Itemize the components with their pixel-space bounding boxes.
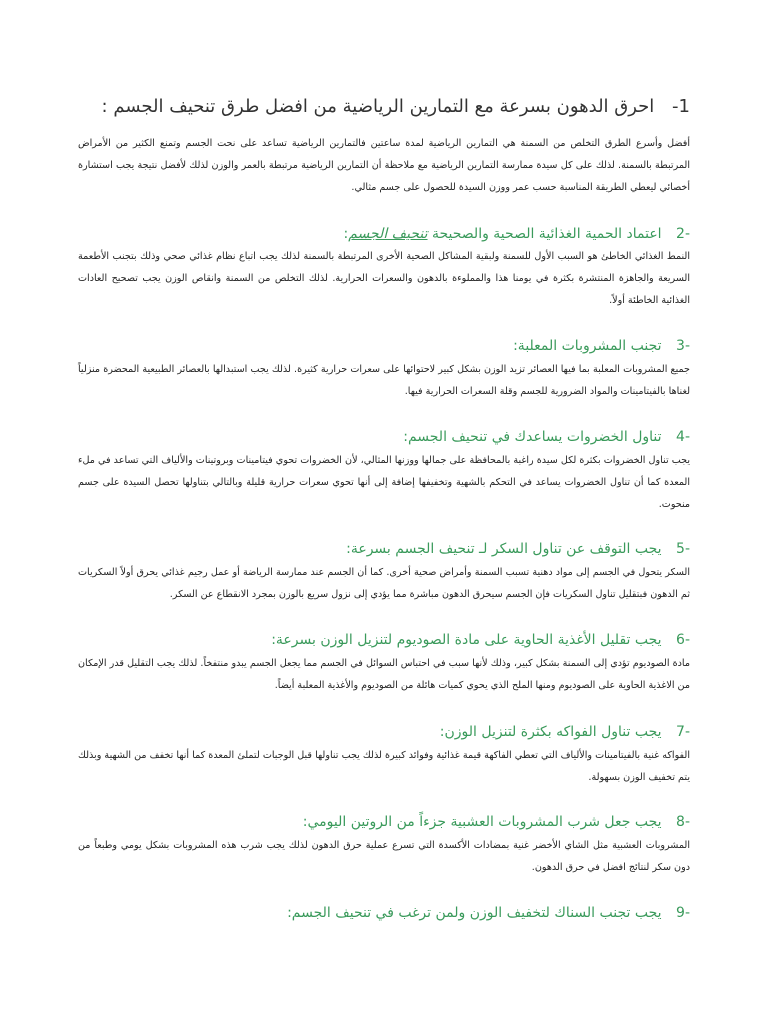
section-8-paragraph: المشروبات العشبية مثل الشاي الأخضر غنية بمضادات الأكسدة التي تسرع عملية حرق الدهون لذلك يجب شرب هذه المشروبات بشكل يومي وطبعاً من دون سكر لنتائج افضل في حرق الدهون. <box>78 840 690 873</box>
section-6-paragraph: مادة الصوديوم تؤدي إلى السمنة بشكل كبير، وذلك لأنها سبب في احتباس السوائل في الجسم مما يجعل الجسم يبدو منتفخاً. لذلك يجب التقليل قدر الإمكان من الاغذية الحاوية على الصوديوم ومنها الملح الذي يحوي كميات هائلة من الصوديوم والأغذية المعلبة أيضاً. <box>78 658 690 691</box>
section-2-paragraph: النمط الغذائي الخاطئ هو السبب الأول للسمنة ولبقية المشاكل الصحية الأخرى المرتبطة بالسمنة لذلك يجب اتباع نظام غذائي صحي وذلك بتجنب الأطعمة السريعة والجاهزة المنتشرة بكثرة في يومنا هذا والمملوءة بالدهون والسعرات الحرارية. لذلك التخلص من السمنة وانقاص الوزن يجب تصحيح العادات الغذائية الخاطئة أولاً. <box>78 251 690 306</box>
section-4-paragraph: يجب تناول الخضروات بكثرة لكل سيدة راغبة بالمحافظة على جمالها ووزنها المثالي، لأن الخضروات تحوي فيتامينات وبروتينات والألياف التي تساعد في ملء المعدة كما أن تناول الخضروات يساعد في التحكم بالشهية وتخفيفها إضافة إلى أنها تحوي سعرات حرارية قليلة وبالتالي بتناولها تحصل السيدة على جسم منحوت. <box>78 455 690 510</box>
section-9-title-text: يجب تجنب السناك لتخفيف الوزن ولمن ترغب في تنحيف الجسم: <box>287 905 662 921</box>
section-7-paragraph: الفواكه غنية بالفيتامينات والألياف التي تعطي الفاكهة قيمة غذائية وفوائد كبيرة لذلك يجب تناولها قبل الوجبات لتملئ المعدة كما أنها تخفف من الشهية وبذلك يتم تخفيف الوزن بسهولة. <box>78 750 690 783</box>
intro-paragraph: أفضل وأسرع الطرق التخلص من السمنة هي التمارين الرياضية لمدة ساعتين فالتمارين الرياضية تساعد على نحت الجسم وتمنع الكثير من الأمراض المرتبطة بالسمنة. لذلك على كل سيدة ممارسة التمارين الرياضية مع ملاحظة أن التمارين الرياضية مرتبطة بالعمر والوزن لذلك لأفضل نتيجة يجب استشارة أخصائي ليعطي الطريقة المناسبة حسب عمر ووزن السيدة للحصول على جسم مثالي. <box>78 138 690 193</box>
main-heading-number: 1- <box>672 96 690 117</box>
section-4-number: -4 <box>676 429 690 445</box>
section-2-title <box>70 226 690 242</box>
section-3-title <box>70 338 690 354</box>
section-7-title <box>70 724 690 740</box>
section-5-number: -5 <box>676 541 690 557</box>
section-2-title-end: : <box>343 226 349 242</box>
section-8-number: -8 <box>676 814 690 830</box>
section-7-title-text: يجب تناول الفواكه بكثرة لتنزيل الوزن: <box>439 724 662 740</box>
section-6-title-text: يجب تقليل الأغذية الحاوية على مادة الصوديوم لتنزيل الوزن بسرعة: <box>271 632 662 648</box>
section-9-number: -9 <box>676 905 690 921</box>
section-6-title <box>70 632 690 648</box>
section-6-number: -6 <box>676 632 690 648</box>
section-2-title-emphasis: تنحيف الجسم <box>348 226 428 242</box>
section-8-title <box>70 814 690 830</box>
section-3-paragraph: جميع المشروبات المعلبة بما فيها العصائر تزيد الوزن بشكل كبير لاحتوائها على سعرات حرارية كثيرة. لذلك يجب استبدالها بالعصائر الطبيعية المحضرة منزلياً لغناها بالفيتامينات والمواد الضرورية للجسم وقلة السعرات الحرارية فيها. <box>78 364 690 397</box>
section-8-title-text: يجب جعل شرب المشروبات العشبية جزءاً من الروتين اليومي: <box>302 814 662 830</box>
main-heading <box>90 96 690 117</box>
section-5-paragraph: السكر يتحول في الجسم إلى مواد دهنية تسبب السمنة وأمراض صحية أخرى. كما أن الجسم عند ممارسة الرياضة أو عمل رجيم غذائي يحرق أولاً السكريات ثم الدهون فبتقليل تناول السكريات فإن الجسم سيحرق الدهون مباشرة مما يؤدي إلى نزول سريع بالوزن بمجرد الانقطاع عن السكر. <box>78 567 690 600</box>
section-7-number: -7 <box>676 724 690 740</box>
section-3-number: -3 <box>676 338 690 354</box>
section-2-number: -2 <box>676 226 690 242</box>
section-5-title <box>70 541 690 557</box>
section-9-title <box>70 905 690 921</box>
section-4-title-text: تناول الخضروات يساعدك في تنحيف الجسم: <box>403 429 662 445</box>
section-2-title-text: اعتماد الحمية الغذائية الصحية والصحيحة <box>431 226 662 242</box>
main-heading-text: احرق الدهون بسرعة مع التمارين الرياضية من افضل طرق تنحيف الجسم : <box>101 96 655 117</box>
section-5-title-text: يجب التوقف عن تناول السكر لـ تنحيف الجسم بسرعة: <box>346 541 662 557</box>
section-4-title <box>70 429 690 445</box>
section-3-title-text: تجنب المشروبات المعلبة: <box>513 338 662 354</box>
